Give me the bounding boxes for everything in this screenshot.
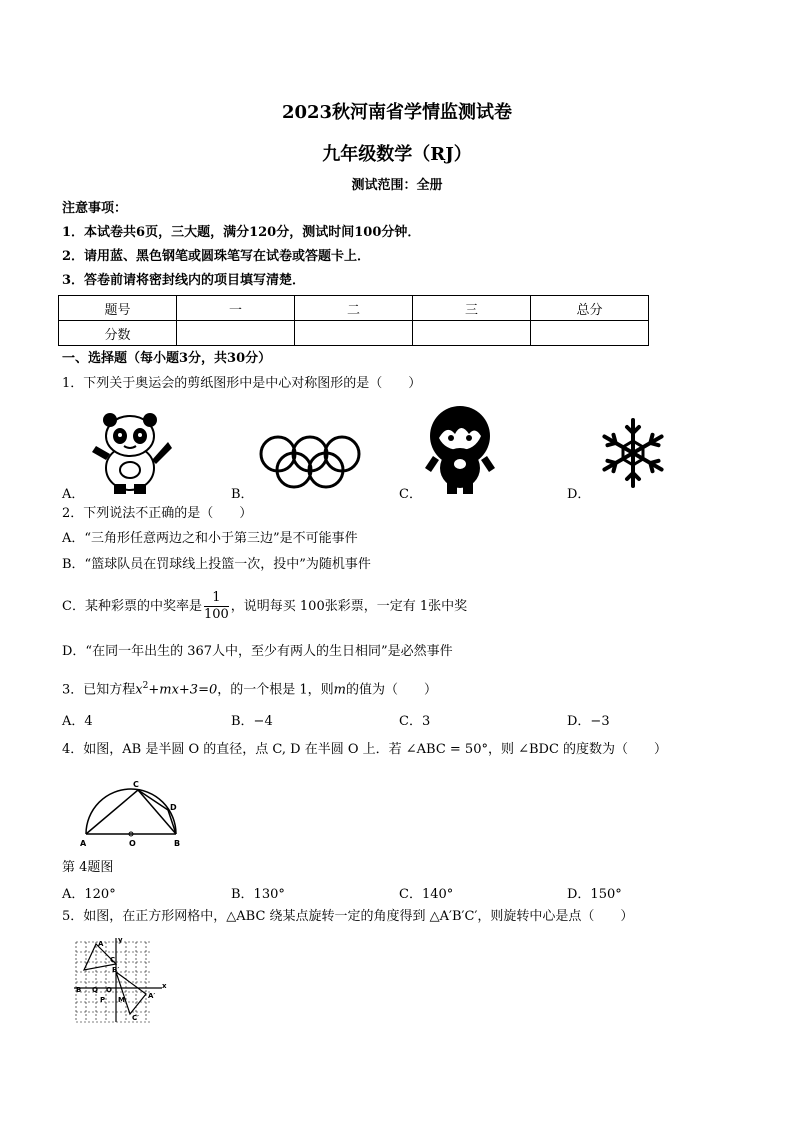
- label-x: x: [162, 982, 167, 990]
- q1-option-a[interactable]: A．: [62, 487, 85, 502]
- q1-option-d[interactable]: D．: [567, 487, 591, 502]
- note-3: 3．答卷前请将密封线内的项目填写清楚．: [62, 273, 306, 288]
- label-y: y: [118, 936, 123, 944]
- score-header-cell: 一: [177, 296, 295, 321]
- note-1: 1．本试卷共6页，三大题，满分120分，测试时间100分钟．: [62, 225, 421, 240]
- q1-option-c[interactable]: C．: [399, 487, 422, 502]
- q3-option-b[interactable]: B．−4: [231, 714, 273, 729]
- exam-title: 2023秋河南省学情监测试卷: [281, 102, 513, 123]
- semicircle-figure: [76, 776, 186, 848]
- q4-stem: 4．如图，AB 是半圆 O 的直径，点 C, D 在半圆 O 上．若 ∠ABC = 50°，则 ∠BDC 的度数为（ ）: [62, 742, 668, 757]
- equation-rest: +mx+3=0: [148, 682, 218, 698]
- variable-m: m: [333, 682, 346, 698]
- q3-stem-suffix: 的值为（ ）: [345, 682, 437, 698]
- score-header-cell: 总分: [531, 296, 649, 321]
- q2-stem: 2．下列说法不正确的是（ ）: [62, 506, 253, 521]
- score-table: [58, 295, 649, 346]
- panda-mascot-figure: [88, 412, 172, 494]
- q1-option-b[interactable]: B．: [231, 487, 254, 502]
- label-o: O: [106, 986, 112, 994]
- q4-option-a[interactable]: A．120°: [62, 887, 116, 902]
- label-o: O: [129, 839, 136, 848]
- q2-option-c-prefix: C．某种彩票的中奖率是: [62, 599, 202, 614]
- q4-option-c[interactable]: C．140°: [399, 887, 454, 902]
- label-d: D: [170, 803, 177, 812]
- score-row-label: 分数: [59, 321, 177, 346]
- q5-stem: 5．如图，在正方形网格中，△ABC 绕某点旋转一定的角度得到 △A′B′C′，则旋转中心是点（ ）: [62, 909, 634, 924]
- q3-option-c[interactable]: C．3: [399, 714, 431, 729]
- note-2: 2．请用蓝、黑色钢笔或圆珠笔写在试卷或答题卡上．: [62, 249, 371, 264]
- label-b: B: [174, 839, 181, 848]
- label-q: Q: [92, 986, 98, 994]
- snow-mascot-figure: [425, 404, 495, 494]
- score-cell-empty[interactable]: [177, 321, 295, 346]
- label-b: B: [76, 986, 82, 994]
- fraction-denominator: 100: [203, 607, 229, 622]
- score-table-header-row: [59, 296, 649, 321]
- fraction: [204, 590, 229, 623]
- label-a: A: [80, 839, 87, 848]
- q3-option-a[interactable]: A．4: [62, 714, 93, 729]
- score-table-score-row: [59, 321, 649, 346]
- q2-option-b[interactable]: B．“篮球队员在罚球线上投篮一次，投中”为随机事件: [62, 557, 371, 572]
- score-cell-empty[interactable]: [295, 321, 413, 346]
- label-c: C: [133, 780, 139, 789]
- rotation-grid-figure: [72, 936, 168, 1024]
- q3-option-d[interactable]: D．−3: [567, 714, 610, 729]
- q3-stem: [62, 677, 437, 699]
- equation-exponent: 2: [142, 681, 149, 691]
- test-range: 测试范围：全册: [351, 178, 443, 193]
- q2-option-c[interactable]: [62, 587, 467, 627]
- score-header-cell: 题号: [59, 296, 177, 321]
- olympic-rings-figure: [258, 434, 362, 490]
- q4-figure-caption: 第 4题图: [62, 860, 114, 875]
- q3-stem-middle: ，的一个根是 1，则: [217, 682, 334, 698]
- section-1-heading: 一、选择题（每小题3分，共30分）: [62, 351, 272, 366]
- label-a: A: [98, 940, 104, 948]
- q2-option-d[interactable]: D．“在同一年出生的 367人中，至少有两人的生日相同”是必然事件: [62, 644, 453, 659]
- exam-subtitle: 九年级数学（RJ）: [322, 144, 472, 165]
- label-c-prime: C′: [132, 1014, 139, 1022]
- fraction-numerator: 1: [204, 590, 229, 607]
- q4-option-b[interactable]: B．130°: [231, 887, 285, 902]
- label-b-prime: B′: [112, 966, 120, 974]
- score-header-cell: 三: [413, 296, 531, 321]
- score-header-cell: 二: [295, 296, 413, 321]
- equation-x: x: [135, 682, 143, 698]
- score-cell-empty[interactable]: [413, 321, 531, 346]
- snowflake-figure: [596, 416, 670, 490]
- label-c: C: [110, 956, 116, 964]
- q3-stem-prefix: 3．已知方程: [62, 682, 136, 698]
- q2-option-a[interactable]: A．“三角形任意两边之和小于第三边”是不可能事件: [62, 531, 358, 546]
- notes-heading: 注意事项：: [62, 201, 128, 216]
- label-m: M: [118, 996, 125, 1004]
- q4-option-d[interactable]: D．150°: [567, 887, 622, 902]
- score-cell-empty[interactable]: [531, 321, 649, 346]
- q1-stem: 1．下列关于奥运会的剪纸图形中是中心对称图形的是（ ）: [62, 376, 422, 391]
- q2-option-c-suffix: ，说明每买 100张彩票，一定有 1张中奖: [230, 599, 468, 614]
- label-p: P: [100, 996, 106, 1004]
- label-a-prime: A′: [148, 992, 156, 1000]
